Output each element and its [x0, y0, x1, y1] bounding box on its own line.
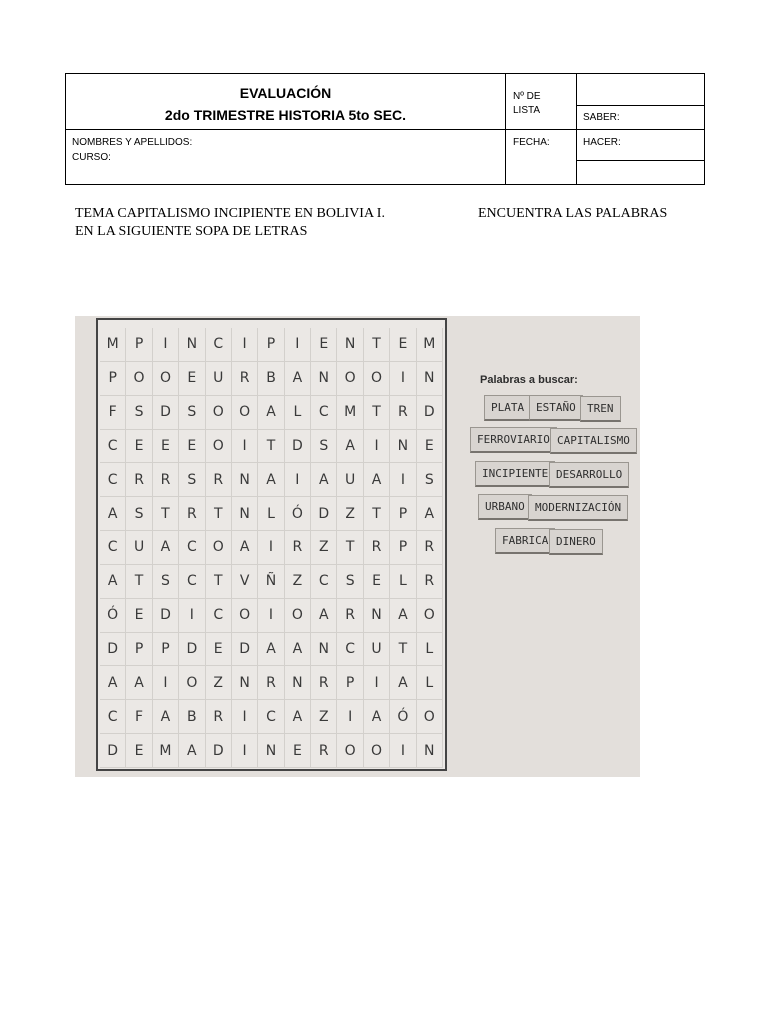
grid-letter: R	[311, 666, 337, 700]
grid-letter: I	[153, 328, 179, 362]
grid-letter: A	[311, 463, 337, 497]
grid-letter: T	[364, 497, 390, 531]
grid-letter: A	[364, 700, 390, 734]
grid-letter: Z	[285, 565, 311, 599]
grid-letter: R	[206, 700, 232, 734]
grid-letter: N	[417, 734, 443, 768]
grid-letter: R	[364, 531, 390, 565]
grid-letter: C	[100, 531, 126, 565]
grid-letter: U	[364, 633, 390, 667]
grid-letter: Ó	[285, 497, 311, 531]
grid-letter: E	[126, 599, 152, 633]
nombres-label: NOMBRES Y APELLIDOS:	[72, 137, 193, 148]
grid-letter: P	[126, 328, 152, 362]
grid-letter: I	[232, 430, 258, 464]
grid-letter: O	[417, 599, 443, 633]
divider	[576, 105, 704, 106]
grid-letter: O	[126, 362, 152, 396]
divider	[576, 160, 704, 161]
grid-letter: I	[364, 666, 390, 700]
grid-letter: I	[364, 430, 390, 464]
grid-letter: N	[232, 463, 258, 497]
grid-letter: S	[417, 463, 443, 497]
grid-letter: U	[126, 531, 152, 565]
grid-letter: M	[100, 328, 126, 362]
grid-letter: E	[390, 328, 416, 362]
grid-letter: A	[417, 497, 443, 531]
grid-letter: Ñ	[258, 565, 284, 599]
grid-letter: C	[100, 700, 126, 734]
grid-letter: B	[258, 362, 284, 396]
grid-letter: R	[285, 531, 311, 565]
grid-letter: T	[126, 565, 152, 599]
grid-letter: I	[285, 463, 311, 497]
grid-letter: P	[100, 362, 126, 396]
word-tag: FERROVIARIO	[470, 427, 557, 453]
grid-letter: E	[179, 362, 205, 396]
grid-letter: I	[337, 700, 363, 734]
grid-letter: O	[206, 430, 232, 464]
grid-letter: L	[390, 565, 416, 599]
grid-letter: E	[364, 565, 390, 599]
word-tag: INCIPIENTE	[475, 461, 555, 487]
grid-letter: P	[126, 633, 152, 667]
grid-letter: I	[232, 700, 258, 734]
grid-letter: R	[179, 497, 205, 531]
grid-letter: Z	[206, 666, 232, 700]
grid-letter: R	[232, 362, 258, 396]
grid-letter: C	[100, 463, 126, 497]
word-tag: CAPITALISMO	[550, 428, 637, 454]
grid-letter: T	[206, 565, 232, 599]
instruction-word-search: EN LA SIGUIENTE SOPA DE LETRAS	[75, 224, 308, 239]
curso-label: CURSO:	[72, 152, 111, 163]
word-tag: DINERO	[549, 529, 603, 555]
grid-letter: I	[153, 666, 179, 700]
grid-letter: C	[179, 565, 205, 599]
evaluation-header-table	[65, 73, 705, 185]
grid-letter: R	[153, 463, 179, 497]
grid-letter: D	[232, 633, 258, 667]
grid-letter: N	[311, 633, 337, 667]
word-search-frame	[96, 318, 447, 771]
grid-letter: A	[126, 666, 152, 700]
grid-letter: S	[126, 497, 152, 531]
grid-letter: A	[285, 700, 311, 734]
grid-letter: A	[258, 463, 284, 497]
grid-letter: O	[206, 531, 232, 565]
grid-letter: A	[100, 497, 126, 531]
grid-letter: O	[337, 734, 363, 768]
grid-letter: R	[417, 565, 443, 599]
grid-letter: I	[390, 463, 416, 497]
grid-letter: L	[258, 497, 284, 531]
grid-letter: A	[258, 633, 284, 667]
grid-letter: D	[100, 633, 126, 667]
grid-letter: A	[232, 531, 258, 565]
words-list-title: Palabras a buscar:	[480, 374, 578, 386]
grid-letter: O	[179, 666, 205, 700]
grid-letter: T	[364, 328, 390, 362]
grid-letter: S	[337, 565, 363, 599]
grid-letter: T	[258, 430, 284, 464]
grid-letter: I	[232, 328, 258, 362]
grid-letter: Ó	[100, 599, 126, 633]
grid-letter: M	[337, 396, 363, 430]
grid-letter: E	[285, 734, 311, 768]
grid-letter: M	[417, 328, 443, 362]
grid-letter: D	[179, 633, 205, 667]
grid-letter: Ó	[390, 700, 416, 734]
grid-letter: D	[311, 497, 337, 531]
saber-label: SABER:	[583, 112, 620, 123]
grid-letter: P	[258, 328, 284, 362]
grid-letter: V	[232, 565, 258, 599]
grid-letter: M	[153, 734, 179, 768]
grid-letter: P	[390, 497, 416, 531]
word-tag: URBANO	[478, 494, 532, 520]
grid-letter: I	[232, 734, 258, 768]
grid-letter: S	[311, 430, 337, 464]
grid-letter: T	[364, 396, 390, 430]
word-tag: FABRICA	[495, 528, 555, 554]
grid-letter: P	[390, 531, 416, 565]
grid-letter: N	[258, 734, 284, 768]
grid-letter: N	[285, 666, 311, 700]
grid-letter: U	[337, 463, 363, 497]
grid-letter: D	[100, 734, 126, 768]
grid-letter: A	[258, 396, 284, 430]
grid-letter: N	[364, 599, 390, 633]
grid-letter: E	[153, 430, 179, 464]
grid-letter: R	[126, 463, 152, 497]
grid-letter: E	[179, 430, 205, 464]
grid-letter: A	[285, 362, 311, 396]
grid-letter: E	[206, 633, 232, 667]
grid-letter: S	[126, 396, 152, 430]
grid-letter: D	[285, 430, 311, 464]
grid-letter: I	[390, 734, 416, 768]
nro-lista-label: Nº DE LISTA	[513, 91, 541, 116]
grid-letter: O	[232, 396, 258, 430]
grid-letter: C	[258, 700, 284, 734]
grid-letter: A	[390, 599, 416, 633]
grid-letter: C	[206, 599, 232, 633]
grid-letter: D	[206, 734, 232, 768]
grid-letter: N	[179, 328, 205, 362]
grid-letter: N	[417, 362, 443, 396]
grid-letter: S	[153, 565, 179, 599]
grid-letter: I	[258, 531, 284, 565]
grid-letter: I	[258, 599, 284, 633]
grid-letter: A	[311, 599, 337, 633]
grid-letter: E	[417, 430, 443, 464]
hacer-label: HACER:	[583, 137, 621, 148]
grid-letter: O	[206, 396, 232, 430]
fecha-label: FECHA:	[513, 137, 550, 148]
grid-letter: S	[179, 396, 205, 430]
grid-letter: R	[311, 734, 337, 768]
word-search-grid	[100, 328, 443, 768]
grid-letter: R	[417, 531, 443, 565]
grid-letter: C	[311, 396, 337, 430]
grid-letter: O	[417, 700, 443, 734]
grid-letter: D	[153, 599, 179, 633]
grid-letter: F	[100, 396, 126, 430]
grid-letter: P	[153, 633, 179, 667]
grid-letter: F	[126, 700, 152, 734]
grid-letter: A	[337, 430, 363, 464]
grid-letter: C	[206, 328, 232, 362]
evaluation-subtitle: 2do TRIMESTRE HISTORIA 5to SEC.	[164, 107, 407, 123]
divider	[576, 129, 704, 130]
grid-letter: T	[390, 633, 416, 667]
grid-letter: I	[390, 362, 416, 396]
grid-letter: T	[153, 497, 179, 531]
grid-letter: Z	[311, 700, 337, 734]
grid-letter: A	[364, 463, 390, 497]
grid-letter: N	[390, 430, 416, 464]
grid-letter: C	[337, 633, 363, 667]
grid-letter: O	[232, 599, 258, 633]
grid-letter: R	[337, 599, 363, 633]
grid-letter: B	[179, 700, 205, 734]
grid-letter: P	[337, 666, 363, 700]
grid-letter: T	[206, 497, 232, 531]
grid-letter: L	[417, 633, 443, 667]
word-tag: PLATA	[484, 395, 531, 421]
instruction-find-words: ENCUENTRA LAS PALABRAS	[478, 206, 668, 221]
grid-letter: R	[258, 666, 284, 700]
grid-letter: L	[417, 666, 443, 700]
divider	[66, 129, 576, 130]
grid-letter: L	[285, 396, 311, 430]
word-tag: MODERNIZACIÓN	[528, 495, 628, 521]
grid-letter: C	[179, 531, 205, 565]
word-tag: TREN	[580, 396, 621, 422]
grid-letter: A	[285, 633, 311, 667]
grid-letter: D	[153, 396, 179, 430]
evaluation-title: EVALUACIÓN	[239, 85, 332, 101]
word-tag: DESARROLLO	[549, 462, 629, 488]
grid-letter: S	[179, 463, 205, 497]
grid-letter: O	[153, 362, 179, 396]
grid-letter: O	[364, 362, 390, 396]
grid-letter: A	[390, 666, 416, 700]
grid-letter: N	[337, 328, 363, 362]
grid-letter: E	[126, 734, 152, 768]
grid-letter: Z	[311, 531, 337, 565]
grid-letter: O	[337, 362, 363, 396]
grid-letter: Z	[337, 497, 363, 531]
grid-letter: O	[285, 599, 311, 633]
grid-letter: A	[153, 700, 179, 734]
grid-letter: E	[126, 430, 152, 464]
grid-letter: I	[179, 599, 205, 633]
grid-letter: I	[285, 328, 311, 362]
grid-letter: C	[100, 430, 126, 464]
grid-letter: N	[311, 362, 337, 396]
instruction-topic: TEMA CAPITALISMO INCIPIENTE EN BOLIVIA I.	[75, 206, 385, 221]
grid-letter: N	[232, 666, 258, 700]
grid-letter: N	[232, 497, 258, 531]
grid-letter: A	[100, 565, 126, 599]
grid-letter: C	[311, 565, 337, 599]
grid-letter: U	[206, 362, 232, 396]
grid-letter: D	[417, 396, 443, 430]
grid-letter: T	[337, 531, 363, 565]
grid-letter: O	[364, 734, 390, 768]
grid-letter: R	[206, 463, 232, 497]
grid-letter: R	[390, 396, 416, 430]
grid-letter: E	[311, 328, 337, 362]
grid-letter: A	[153, 531, 179, 565]
word-search-photo	[75, 316, 640, 777]
grid-letter: A	[179, 734, 205, 768]
grid-letter: A	[100, 666, 126, 700]
word-tag: ESTAÑO	[529, 395, 583, 421]
